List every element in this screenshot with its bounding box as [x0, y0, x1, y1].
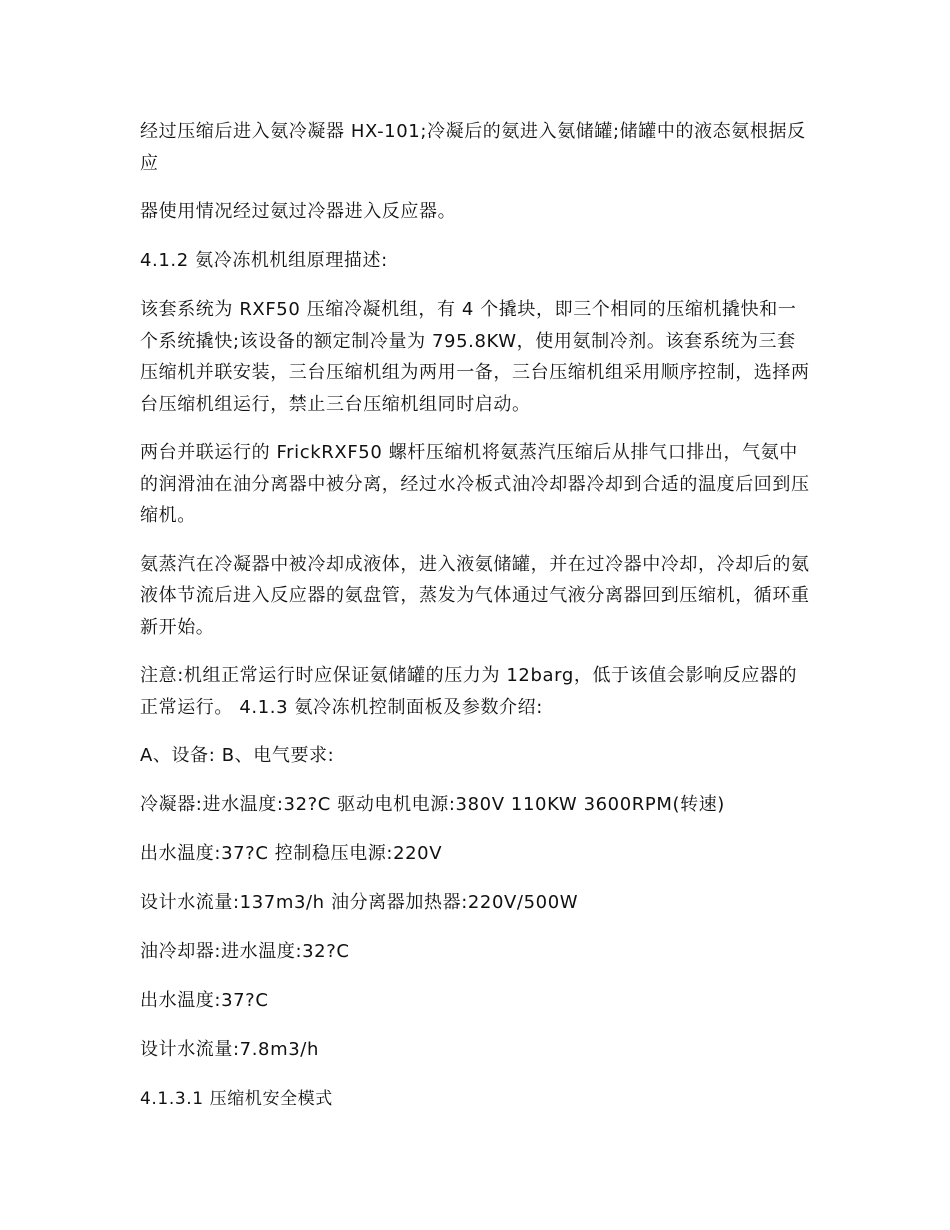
paragraph-oil-cooler-flow: 设计水流量:7.8m3/h [140, 1039, 319, 1060]
paragraph-equipment-electrical: A、设备: B、电气要求: [140, 745, 335, 766]
paragraph-reactor-usage: 器使用情况经过氨过冷器进入反应器。 [140, 201, 457, 222]
paragraph-intro-continued: 经过压缩后进入氨冷凝器 HX-101;冷凝后的氨进入氨储罐;储罐中的液态氨根据反应 [140, 121, 806, 174]
paragraph-parallel-compressors: 两台并联运行的 FrickRXF50 螺杆压缩机将氨蒸汽压缩后从排气口排出，气氨中的润滑油在油分离器中被分离，经过水冷板式油冷却器冷却到合适的温度后回到压缩机。 [140, 442, 810, 526]
paragraph-system-description: 该套系统为 RXF50 压缩冷凝机组，有 4 个撬块，即三个相同的压缩机撬快和一个系统撬快;该设备的额定制冷量为 795.8KW，使用氨制冷剂。该套系统为三套压缩机并联安装，三台压缩机组为两用一备，三台压缩机组采用顺序控制，选择两台压缩机组运行，禁止三台压缩机组同时启动。 [140, 299, 810, 415]
paragraph-condenser-cycle: 氨蒸汽在冷凝器中被冷却成液体，进入液氨储罐，并在过冷器中冷却，冷却后的氨液体节流后进入反应器的氨盘管，蒸发为气体通过气液分离器回到压缩机，循环重新开始。 [140, 553, 810, 638]
section-heading-4-1-3-1: 4.1.3.1 压缩机安全模式 [140, 1089, 333, 1109]
document-body [140, 116, 812, 1132]
paragraph-outlet-temp-power: 出水温度:37?C 控制稳压电源:220V [140, 843, 443, 864]
paragraph-design-flow-heater: 设计水流量:137m3/h 油分离器加热器:220V/500W [140, 892, 579, 913]
paragraph-oil-cooler-inlet: 油冷却器:进水温度:32?C [140, 941, 350, 962]
paragraph-oil-cooler-outlet: 出水温度:37?C [140, 990, 269, 1011]
paragraph-condenser-inlet: 冷凝器:进水温度:32?C 驱动电机电源:380V 110KW 3600RPM(转速) [140, 794, 725, 815]
paragraph-note-pressure: 注意:机组正常运行时应保证氨储罐的压力为 12barg，低于该值会影响反应器的正常运行。 4.1.3 氨冷冻机控制面板及参数介绍: [140, 665, 798, 718]
section-heading-4-1-2: 4.1.2 氨冷冻机机组原理描述: [140, 250, 388, 271]
